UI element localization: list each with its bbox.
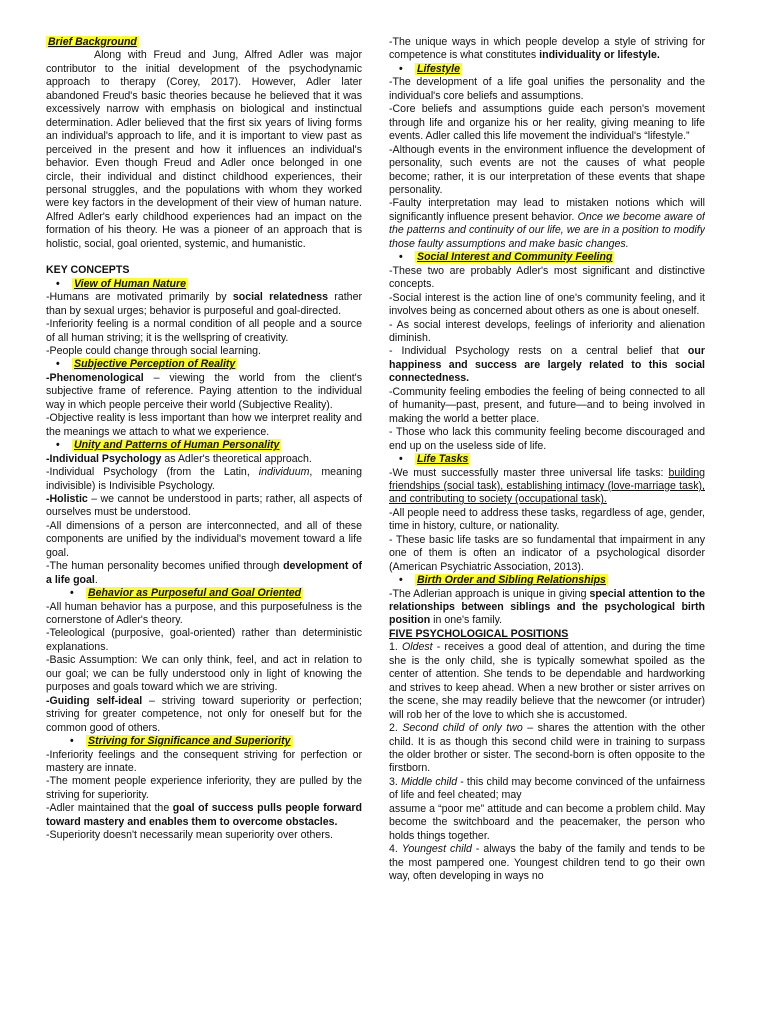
text: – viewing the world from the client's subjective frame of reference. Paying attention to the individual way in which people perceive their world (Subjective Reality). (46, 371, 362, 411)
paragraph: -The development of a life goal unifies the personality and the individual's core beliefs and assumptions. (389, 76, 705, 102)
brief-background-text: Along with Freud and Jung, Alfred Adler was major contributor to the initial development of the psychodynamic approach to therapy (Corey, 2017). However, Adler later abandoned Freud's basic theories because he believed that it was excessively narrow with emphasis on biological and instinctual determination. Adler believed that the first six years of living forms an individual's approach to life, and it is important to view past as perceived in the present and how it influences an individual's behavior. Even though Freud and Adler once belonged in one circle, their individual and distinct childhood experiences, their personal struggles, and the populations with whom they worked were key factors in the development of their view of human nature. Alfred Adler's early childhood experiences had an impact on the formation of his theory. He was a pioneer of an approach that is holistic, social, goal oriented, systemic, and humanistic. (46, 49, 362, 250)
text: 3. (389, 775, 401, 788)
text: -The Adlerian approach is unique in giving (389, 587, 590, 600)
heading-text: View of Human Nature (74, 277, 187, 290)
paragraph: -These two are probably Adler's most significant and distinctive concepts. (389, 264, 705, 291)
paragraph (46, 695, 362, 735)
heading-text: Lifestyle (417, 62, 460, 75)
section-heading-subjective-perception (46, 358, 362, 371)
heading-text: Life Tasks (417, 453, 469, 466)
position-youngest-child (389, 843, 705, 883)
text: 1. (389, 641, 402, 654)
text: - receives a good deal of attention, and during the time she is the only child, she is typically somewhat spoiled as the center of attention. She tends to be dependable and hardworking and strives to keep ahead. When a new brother or sister arrives on the scene, she may readily believe that the newcomer (or intruder) will rob her of the love to which she is accustomed. (389, 641, 705, 721)
paragraph: -Objective reality is less important than how we interpret reality and the meanings we attach to what we experience. (46, 412, 362, 438)
paragraph (46, 372, 362, 412)
bold-text: -Phenomenological (46, 371, 144, 384)
text: 4. (389, 843, 402, 856)
bold-text: -Guiding self-ideal (46, 694, 143, 707)
heading-text: Unity and Patterns of Human Personality (74, 439, 280, 452)
section-heading-behavior-purposeful (46, 587, 362, 600)
paragraph: - These basic life tasks are so fundamental that impairment in any one of them is often an indicator of a psychological disorder (American Psychiatric Association, 2013). (389, 533, 705, 573)
text: -The human personality becomes unified through (46, 560, 284, 573)
position-oldest (389, 641, 705, 722)
paragraph: -Core beliefs and assumptions guide each person's movement through life and organize his or her reality, giving meaning to life events. Adler called this life movement the individual's “lifestyle.” (389, 103, 705, 143)
heading-text: Behavior as Purposeful and Goal Oriented (88, 587, 302, 600)
paragraph: -Although events in the environment influence the development of personality, such events are not the causes of what people become; rather, it is our interpretation of these events that shape personality. (389, 143, 705, 196)
bullet-icon: • (56, 358, 60, 371)
italic-text: individuum (258, 466, 310, 479)
paragraph (46, 453, 362, 466)
paragraph: -People could change through social learning. (46, 344, 261, 357)
paragraph: -All dimensions of a person are interconnected, and all of these components are unified by the individual's movement toward a life goal. (46, 519, 362, 559)
paragraph: - As social interest develops, feelings of inferiority and alienation diminish. (389, 318, 705, 344)
italic-text: Youngest child (401, 843, 472, 856)
paragraph (46, 802, 362, 829)
position-second-child (389, 722, 705, 776)
text: in one's family. (430, 614, 503, 627)
bold-text: special attention to the relationships between siblings and the psychological birth position (389, 587, 705, 627)
bold-text: development of a life goal (46, 560, 362, 586)
bold-text: social relatedness (232, 291, 329, 304)
paragraph (389, 467, 705, 507)
text: -The unique ways in which people develop a style of striving for competence is what constitutes (389, 36, 705, 62)
paragraph (389, 36, 705, 63)
paragraph: -All people need to address these tasks, regardless of age, gender, time in history, culture, or nationality. (389, 506, 705, 533)
paragraph: assume a “poor me” attitude and can become a problem child. May become the switchboard and the peacemaker, the person who holds things together. (389, 802, 705, 842)
text: - this child may become convinced of the unfairness of life and feel cheated; may (389, 775, 705, 802)
text: rather than by sexual urges; behavior is purposeful and goal-directed. (46, 291, 362, 317)
text: as Adler's theoretical approach. (161, 452, 312, 465)
section-heading-birth-order (389, 574, 705, 587)
bullet-icon: • (56, 277, 60, 290)
section-heading-lifestyle (389, 63, 705, 76)
italic-text: Middle child (400, 775, 458, 788)
paragraph (389, 197, 705, 251)
paragraph (389, 345, 705, 385)
paragraph: -Inferiority feeling is a normal condition of all people and a source of all human striving; it is the wellspring of creativity. (46, 318, 362, 344)
paragraph: -All human behavior has a purpose, and this purposefulness is the cornerstone of Adler's theory. (46, 600, 362, 627)
bullet-icon: • (70, 735, 74, 748)
text: -Humans are motivated primarily by (46, 291, 233, 304)
section-heading-life-tasks (389, 453, 705, 466)
paragraph: -Basic Assumption: We can only think, feel, and act in relation to our goal; we can be fully understood only in light of knowing the purposes and goals toward which we are striving. (46, 654, 362, 694)
section-heading-social-interest (389, 251, 705, 264)
key-concepts-heading: KEY CONCEPTS (46, 264, 130, 277)
brief-heading-line (46, 36, 362, 49)
text: -Individual Psychology (from the Latin, (46, 466, 259, 479)
section-heading-view-of-human-nature (46, 278, 362, 291)
paragraph (46, 291, 362, 318)
paragraph: -The moment people experience inferiority, they are pulled by the striving for superiority. (46, 775, 362, 801)
text: 2. (389, 722, 403, 735)
text: -Adler maintained that the (46, 802, 173, 815)
heading-text: Subjective Perception of Reality (74, 358, 236, 371)
bold-text: -Individual Psychology (46, 452, 162, 465)
text: . (94, 573, 98, 586)
paragraph (46, 466, 362, 493)
text: – striving toward superiority or perfection; striving for greater competence, not only for oneself but for the common good of others. (46, 694, 362, 734)
italic-text: Second child of only two (402, 722, 523, 735)
section-heading-striving (46, 735, 362, 748)
paragraph: - Those who lack this community feeling become discouraged and end up on the useless side of life. (389, 426, 705, 452)
bold-text: goal of success pulls people forward toward mastery and enables them to overcome obstacles. (46, 802, 362, 828)
paragraph: -Superiority doesn't necessarily mean superiority over others. (46, 829, 334, 842)
paragraph (46, 560, 362, 587)
paragraph: -Social interest is the action line of one's community feeling, and it involves being as concerned about others as one is about oneself. (389, 291, 705, 318)
text: , meaning indivisible) is Indivisible Psychology. (46, 466, 362, 492)
text: - always the baby of the family and tends to be the most pampered one. Youngest children tend to go their own way, often developing in ways no (389, 843, 705, 883)
bold-text: our happiness and success are largely related to this social connectedness. (389, 345, 705, 385)
right-column (389, 36, 705, 1024)
heading-text: Birth Order and Sibling Relationships (417, 574, 606, 587)
bullet-icon: • (56, 439, 60, 452)
five-positions-heading: FIVE PSYCHOLOGICAL POSITIONS (389, 627, 569, 640)
section-heading-unity-and-patterns (46, 439, 362, 452)
text: - Individual Psychology rests on a central belief that (389, 345, 688, 358)
heading-text: Social Interest and Community Feeling (417, 251, 613, 264)
heading-text: Striving for Significance and Superiority (88, 735, 291, 748)
bold-text: -Holistic (46, 492, 88, 505)
text: – we cannot be understood in parts; rather, all aspects of ourselves must be understood. (46, 492, 362, 519)
paragraph (46, 493, 362, 520)
bold-text: individuality or lifestyle. (539, 49, 660, 62)
bullet-icon: • (399, 453, 403, 466)
paragraph: -Inferiority feelings and the consequent striving for perfection or mastery are innate. (46, 748, 362, 775)
brief-background-heading: Brief Background (48, 36, 137, 48)
italic-text: Oldest (401, 641, 433, 654)
italic-text: Once we become aware of the patterns and continuity of our life, we are in a position to modify those faulty assumptions and make basic changes. (389, 210, 705, 250)
bullet-icon: • (70, 587, 74, 600)
paragraph: -Community feeling embodies the feeling of being connected to all of humanity—past, present, and future—and to being involved in making the world a better place. (389, 385, 705, 425)
text: -Faulty interpretation may lead to mistaken notions which will significantly influence present behavior. (389, 197, 705, 223)
position-middle-child (389, 776, 705, 803)
paragraph: -Teleological (purposive, goal-oriented) rather than deterministic explanations. (46, 627, 362, 653)
underlined-text: building friendships (social task), establishing intimacy (love-marriage task), and contributing to society (occupational task). (389, 466, 705, 506)
paragraph (389, 588, 705, 628)
bullet-icon: • (399, 251, 403, 264)
bullet-icon: • (399, 574, 403, 587)
bullet-icon: • (399, 62, 403, 75)
text: – shares the attention with the other child. It is as though this second child were in training to surpass the older brother or sister. The second-born is often opposite to the firstborn. (389, 722, 705, 775)
left-column (46, 36, 362, 1024)
text: -We must successfully master three universal life tasks: (389, 466, 669, 479)
